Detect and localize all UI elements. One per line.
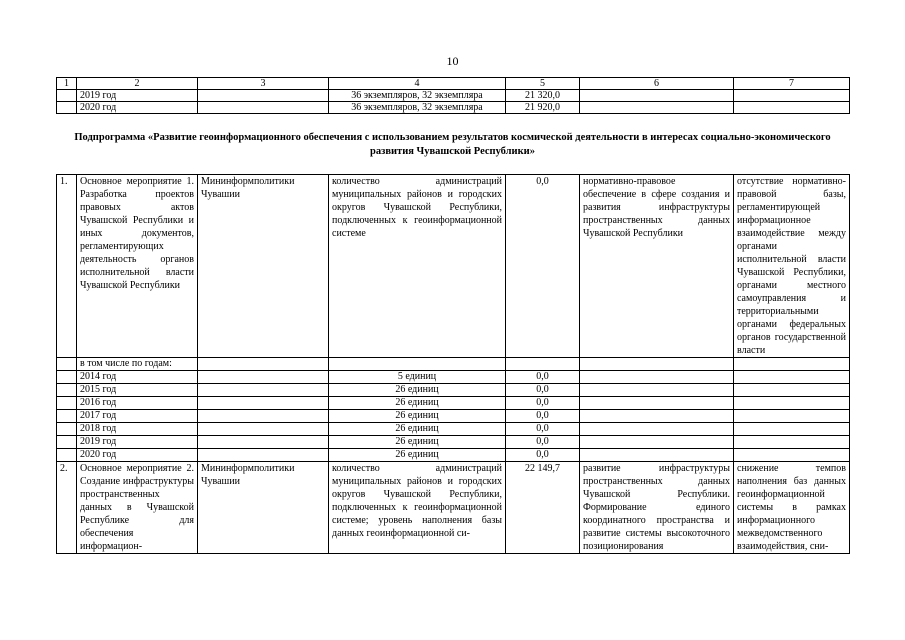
column-number: 3 <box>198 78 329 90</box>
amount-cell: 0,0 <box>506 397 580 410</box>
table-row <box>57 449 850 462</box>
event-executor: Мининформполитики Чувашии <box>198 175 329 358</box>
column-number-row <box>57 78 850 90</box>
amount-cell: 0,0 <box>506 410 580 423</box>
amount-cell: 0,0 <box>506 371 580 384</box>
year-cell: 2019 год <box>77 436 198 449</box>
event-consequence: отсутствие нормативно-правовой базы, регламентирующей информационное взаимодействие между органами исполнительной власти Чувашской Республики, органами местного самоуправления и территориальными органами федеральных органов государственной власти <box>734 175 850 358</box>
event-consequence: снижение темпов наполнения баз данных геоинформационной системы в рамках информационного межведомственного взаимодействия, сни- <box>734 462 850 554</box>
year-cell: 2015 год <box>77 384 198 397</box>
indicator-cell: 26 единиц <box>329 397 506 410</box>
column-number: 4 <box>329 78 506 90</box>
indicator-cell: 26 единиц <box>329 410 506 423</box>
amount-cell: 0,0 <box>506 384 580 397</box>
column-number: 7 <box>734 78 850 90</box>
event-name: Основное мероприятие 1. Разработка проектов правовых актов Чувашской Республики и иных документов, регламентирующих деятельность органов исполнительной власти Чувашской Республики <box>77 175 198 358</box>
indicator-cell: 36 экземпляров, 32 экземпляра <box>329 102 506 114</box>
table-row <box>57 423 850 436</box>
subprogram-title: Подпрограмма «Развитие геоинформационного обеспечения с использованием результатов космической деятельности в интересах социально-экономического развития Чувашской Республики» <box>74 132 831 157</box>
year-cell: 2018 год <box>77 423 198 436</box>
column-number: 6 <box>580 78 734 90</box>
year-cell: 2020 год <box>77 102 198 114</box>
event-result: нормативно-правовое обеспечение в сфере создания и развития инфраструктуры пространственных данных Чувашской Республики <box>580 175 734 358</box>
event-amount: 22 149,7 <box>506 462 580 554</box>
event-amount: 0,0 <box>506 175 580 358</box>
year-cell: 2020 год <box>77 449 198 462</box>
event-row <box>57 462 850 554</box>
subprogram-table <box>56 174 850 554</box>
indicator-cell: 26 единиц <box>329 436 506 449</box>
event-row <box>57 175 850 358</box>
table-row <box>57 410 850 423</box>
table-row <box>57 384 850 397</box>
amount-cell: 0,0 <box>506 423 580 436</box>
event-indicator: количество администраций муниципальных районов и городских округов Чувашской Республики, подключенных к геоинформационной системе <box>329 175 506 358</box>
amount-cell: 21 320,0 <box>506 90 580 102</box>
table-row <box>57 358 850 371</box>
column-number: 1 <box>57 78 77 90</box>
including-label: в том числе по годам: <box>77 358 198 371</box>
indicator-cell: 5 единиц <box>329 371 506 384</box>
amount-cell: 0,0 <box>506 449 580 462</box>
event-number: 1. <box>57 175 77 358</box>
amount-cell: 21 920,0 <box>506 102 580 114</box>
page-number: 10 <box>446 54 459 68</box>
indicator-cell: 26 единиц <box>329 384 506 397</box>
column-number: 2 <box>77 78 198 90</box>
column-number: 5 <box>506 78 580 90</box>
year-cell: 2017 год <box>77 410 198 423</box>
indicator-cell: 26 единиц <box>329 449 506 462</box>
event-indicator: количество администраций муниципальных районов и городских округов Чувашской Республики, подключенных к геоинформационной системе; уровень наполнения базы данных геоинформационной си- <box>329 462 506 554</box>
continued-table <box>56 77 850 114</box>
event-result: развитие инфраструктуры пространственных данных Чувашской Республики. Формирование единого координатного пространства и развитие системы высокоточного позиционирования <box>580 462 734 554</box>
event-executor: Мининформполитики Чувашии <box>198 462 329 554</box>
table-row <box>57 397 850 410</box>
event-name: Основное мероприятие 2. Создание инфраструктуры пространственных данных в Чувашской Республике для обеспечения информацион- <box>77 462 198 554</box>
event-number: 2. <box>57 462 77 554</box>
indicator-cell: 36 экземпляров, 32 экземпляра <box>329 90 506 102</box>
year-cell: 2019 год <box>77 90 198 102</box>
amount-cell: 0,0 <box>506 436 580 449</box>
table-row <box>57 436 850 449</box>
year-cell: 2016 год <box>77 397 198 410</box>
table-row <box>57 102 850 114</box>
year-cell: 2014 год <box>77 371 198 384</box>
table-row <box>57 371 850 384</box>
indicator-cell: 26 единиц <box>329 423 506 436</box>
table-row <box>57 90 850 102</box>
